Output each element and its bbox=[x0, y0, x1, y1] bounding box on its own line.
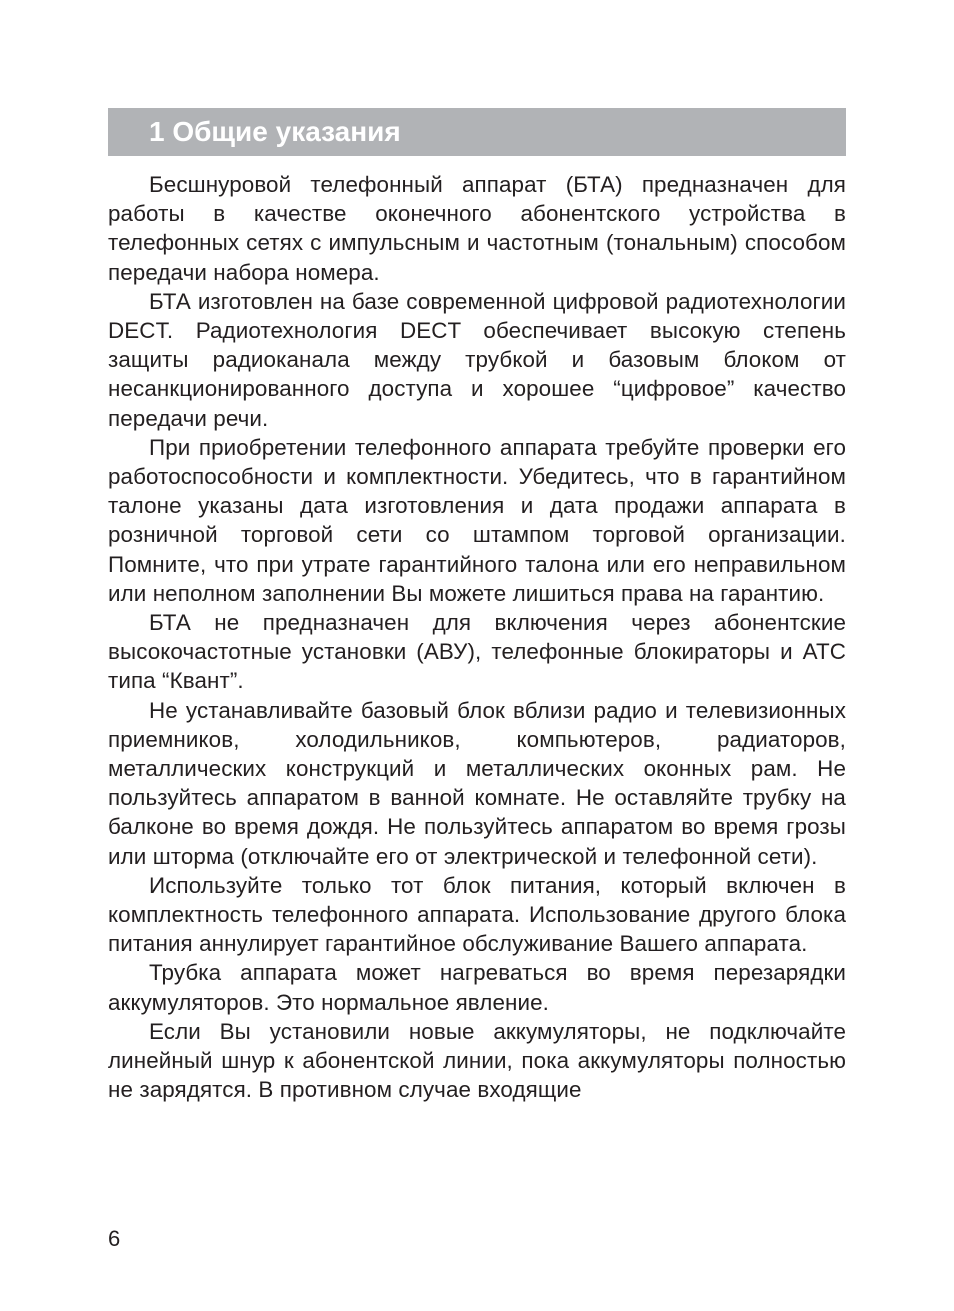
section-title: 1 Общие указания bbox=[149, 116, 401, 147]
paragraph-dect-technology: БТА изготовлен на базе современной цифровой радиотехнологии DECT. Радиотехнология DECT обеспечивает высокую степень защиты радиоканала между трубкой и базовым блоком от несанкционированного доступа и хорошее “цифровое” качество передачи речи. bbox=[108, 288, 846, 431]
page-number: 6 bbox=[108, 1226, 121, 1251]
paragraph-new-batteries: Если Вы установили новые аккумуляторы, не подключайте линейный шнур к абонентской линии, пока аккумуляторы полностью не зарядятся. В противном случае входящие bbox=[108, 1018, 846, 1103]
paragraph-handset-heating: Трубка аппарата может нагреваться во время перезарядки аккумуляторов. Это нормальное явление. bbox=[108, 960, 846, 1015]
paragraph-connection-restrictions: БТА не предназначен для включения через абонентские высокочастотные установки (АВУ), телефонные блокираторы и АТС типа “Квант”. bbox=[108, 610, 846, 694]
body-text bbox=[108, 170, 846, 1105]
paragraph-purchase-check: При приобретении телефонного аппарата требуйте проверки его работоспособности и комплектности. Убедитесь, что в гарантийном талоне указаны дата изготовления и дата продажи аппарата в розничной торговой сети со штампом торговой организации. Помните, что при утрате гарантийного талона или его неправильном или неполном заполнении Вы можете лишиться права на гарантию. bbox=[108, 434, 846, 606]
paragraph-installation-warnings: Не устанавливайте базовый блок вблизи радио и телевизионных приемников, холодильников, компьютеров, радиаторов, металлических конструкций и металлических оконных рам. Не пользуйтесь аппаратом в ванной комнате. Не оставляйте трубку на балконе во время дождя. Не пользуйтесь аппаратом во время грозы или шторма (отключайте его от электрической и телефонной сети). bbox=[108, 697, 846, 869]
section-header-bar bbox=[108, 108, 846, 156]
paragraph-power-supply: Используйте только тот блок питания, который включен в комплектность телефонного аппарата. Использование другого блока питания аннулирует гарантийное обслуживание Вашего аппарата. bbox=[108, 872, 846, 957]
paragraph-device-purpose: Бесшнуровой телефонный аппарат (БТА) предназначен для работы в качестве оконечного абонентского устройства в телефонных сетях с импульсным и частотным (тональным) способом передачи набора номера. bbox=[108, 172, 846, 285]
